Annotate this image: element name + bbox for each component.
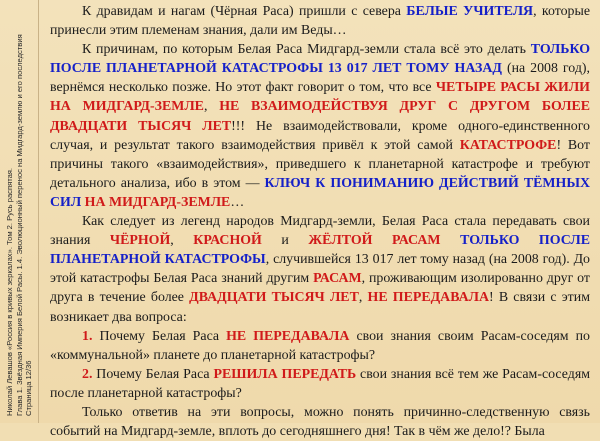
text-run: , случившейся 13 017 лет тому назад (на 2008 год). До этой катастрофы Белая Раса знаний другим	[50, 252, 590, 287]
text-run	[441, 233, 461, 248]
text-run: Только ответив на эти вопросы, можно понять причинно-следственную связь событий на Мидгард-земле, вплоть до сегодняшнего дня! Так в чём же дело!? Была	[50, 404, 590, 440]
blue-emphasis: ТОЛЬКО ПОСЛЕ ПЛАНЕТАРНОЙ КАТАСТРОФЫ	[50, 233, 590, 268]
paragraph	[50, 403, 590, 441]
text-run: ,	[203, 99, 220, 115]
text-run: К дравидам и нагам (Чёрная Раса) пришли с севера	[82, 4, 407, 19]
red-emphasis: НЕ ВЗАИМОДЕЙСТВУЯ ДРУГ С ДРУГОМ БОЛЕЕ ДВАДЦАТИ ТЫСЯЧ ЛЕТ	[50, 99, 590, 134]
red-emphasis: ЧЕТЫРЕ РАСЫ ЖИЛИ НА МИДГАРД-ЗЕМЛЕ	[50, 80, 590, 115]
blue-emphasis: КЛЮЧ К ПОНИМАНИЮ ДЕЙСТВИЙ ТЁМНЫХ СИЛ	[50, 175, 590, 210]
text-run: Почему Белая Раса	[92, 366, 214, 382]
red-emphasis: НА МИДГАРД-ЗЕМЛЕ	[84, 194, 231, 210]
chapter-title-line: Глава 1. Звёздная Империя Белой Расы. 1.4. Эволюционный перенос на Мидгард-землю и его последствия	[14, 34, 24, 416]
side-caption	[5, 6, 34, 416]
blue-emphasis: БЕЛЫЕ УЧИТЕЛЯ	[406, 4, 534, 19]
text-run: и	[261, 233, 309, 249]
red-emphasis: КАТАСТРОФЕ	[459, 137, 557, 153]
red-emphasis: ЧЁРНОЙ	[109, 233, 171, 249]
text-run: …	[230, 194, 245, 210]
text-run: ,	[170, 233, 194, 249]
paragraph	[50, 40, 590, 212]
red-emphasis: ЖЁЛТОЙ РАСАМ	[308, 233, 441, 249]
page-number: Страница 12/36	[23, 360, 33, 416]
side-margin	[0, 0, 39, 423]
paragraph	[50, 327, 590, 365]
paragraph	[50, 365, 590, 403]
text-run: ,	[358, 290, 368, 306]
red-emphasis: РЕШИЛА ПЕРЕДАТЬ	[213, 366, 357, 382]
red-emphasis: 1.	[82, 328, 93, 344]
text-run: свои знания всё тем же Расам-соседям после планетарной катастрофы?	[50, 366, 590, 401]
text-run: ! В связи с этим возникает два вопроса:	[50, 290, 590, 325]
text-run: свои знания своим Расам-соседям по «коммунальной» планете до планетарной катастрофы?	[50, 328, 590, 363]
red-emphasis: РАСАМ	[313, 271, 362, 287]
text-run: Как следует из легенд народов Мидгард-земли, Белая Раса стала передавать свои знания	[50, 214, 590, 249]
text-run: (на 2008 год), вернёмся несколько позже. Но этот факт говорит о том, что все	[50, 61, 590, 96]
text-run: , проживающим изолированно друг от друга в течение более	[50, 271, 590, 306]
paragraph	[50, 212, 590, 327]
text-run: К причинам, по которым Белая Раса Мидгард-земли стала всё это делать	[82, 42, 531, 58]
red-emphasis: ДВАДЦАТИ ТЫСЯЧ ЛЕТ	[189, 290, 359, 306]
text-run: !!! Не взаимодействовали, кроме одного-единственного случая, и результат такого взаимодействия привёл к этой самой	[50, 118, 590, 153]
text-run: ! Вот причины такого «взаимодействия», приведшего к планетарной катастрофе и требуют детального анализа, ибо в этом —	[50, 137, 590, 191]
paragraph	[50, 2, 590, 40]
text-run: Почему Белая Раса	[92, 328, 227, 344]
page-body-text	[50, 2, 590, 441]
red-emphasis: НЕ ПЕРЕДАВАЛА	[226, 328, 350, 344]
red-emphasis: КРАСНОЙ	[193, 233, 262, 249]
blue-emphasis: ТОЛЬКО ПОСЛЕ ПЛАНЕТАРНОЙ КАТАСТРОФЫ 13 017 ЛЕТ ТОМУ НАЗАД	[50, 42, 590, 77]
red-emphasis: НЕ ПЕРЕДАВАЛА	[367, 290, 490, 306]
book-title-line: Николай Левашов «Россия в кривых зеркалах». Том 2. Русь распятая.	[4, 167, 14, 416]
text-run: , которые принесли этим племенам знания, дали им Веды…	[50, 4, 590, 39]
red-emphasis: 2.	[82, 366, 93, 382]
